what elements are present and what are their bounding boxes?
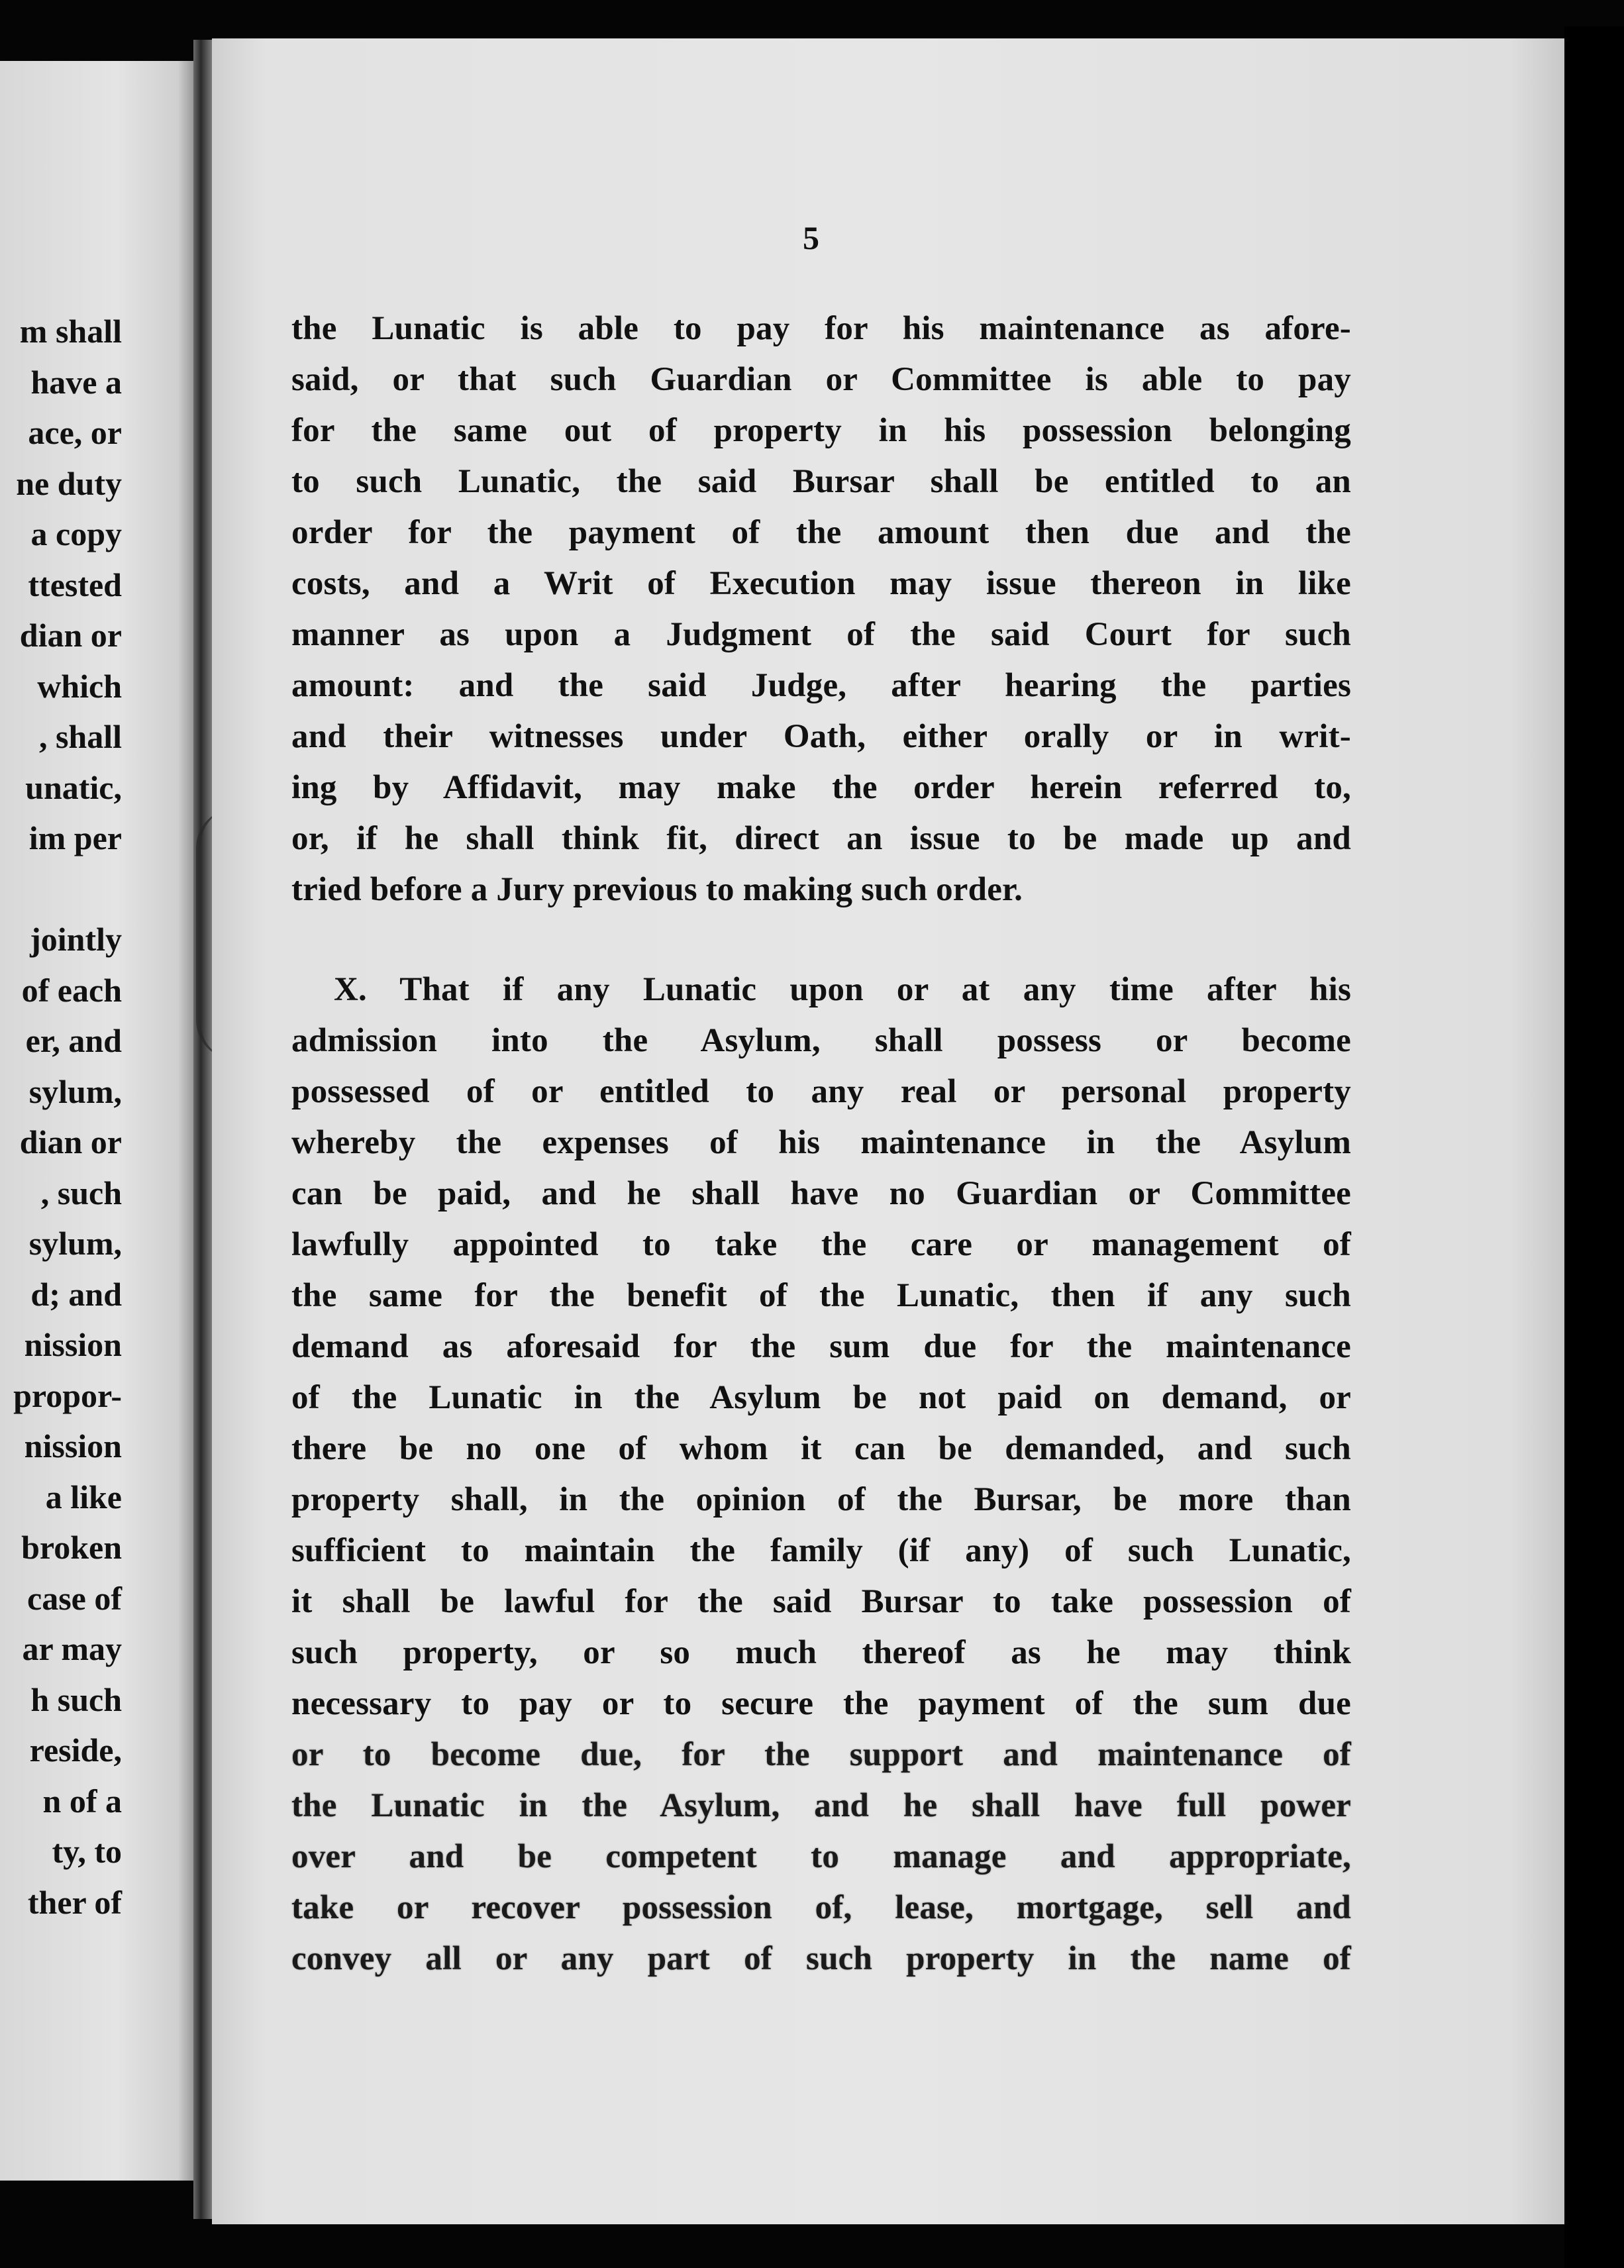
text-line: ing by Affidavit, may make the order herein referred to, bbox=[291, 769, 1351, 806]
text-line: property shall, in the opinion of the Bursar, be more than bbox=[291, 1481, 1351, 1518]
left-fragment-line bbox=[0, 864, 122, 915]
left-fragment-line: dian or bbox=[19, 1123, 122, 1160]
text-line: tried before a Jury previous to making such order. bbox=[291, 871, 1023, 908]
text-line: demand as aforesaid for the sum due for the maintenance bbox=[291, 1328, 1351, 1365]
book-gutter bbox=[193, 40, 212, 2219]
text-line: order for the payment of the amount then due and the bbox=[291, 514, 1351, 551]
text-line: such property, or so much thereof as he may think bbox=[291, 1634, 1351, 1671]
left-fragment-line: have a bbox=[30, 363, 122, 401]
left-fragment-line: sylum, bbox=[28, 1072, 122, 1110]
left-fragment-line: ne duty bbox=[16, 464, 122, 502]
left-fragment-line: n of a bbox=[42, 1782, 122, 1820]
left-fragment-line: nission bbox=[24, 1326, 122, 1363]
left-fragment-line: propor- bbox=[13, 1376, 122, 1414]
left-page bbox=[0, 61, 193, 2181]
text-line: the same for the benefit of the Lunatic, then if any such bbox=[291, 1277, 1351, 1314]
text-line: admission into the Asylum, shall possess or become bbox=[291, 1022, 1351, 1059]
text-line: for the same out of property in his possession belonging bbox=[291, 412, 1351, 449]
left-fragment-line: im per bbox=[28, 819, 122, 856]
left-fragment-line: dian or bbox=[19, 617, 122, 654]
left-fragment-line: of each bbox=[21, 971, 122, 1009]
text-line: convey all or any part of such property in the name of bbox=[291, 1940, 1351, 1977]
left-fragment-line: ace, or bbox=[28, 414, 122, 451]
left-fragment-line: broken bbox=[21, 1529, 122, 1566]
left-fragment-line: ttested bbox=[28, 566, 122, 603]
left-fragment-line: d; and bbox=[30, 1275, 122, 1313]
text-line: or to become due, for the support and maintenance of bbox=[291, 1736, 1351, 1773]
text-line: X. That if any Lunatic upon or at any time after his bbox=[334, 971, 1351, 1008]
text-line: costs, and a Writ of Execution may issue thereon in like bbox=[291, 565, 1351, 602]
left-fragment-line: er, and bbox=[25, 1022, 122, 1059]
left-fragment-line: ty, to bbox=[52, 1833, 122, 1870]
text-line: amount: and the said Judge, after hearing the parties bbox=[291, 667, 1351, 704]
left-fragment-line: , shall bbox=[38, 718, 122, 755]
text-line: take or recover possession of, lease, mortgage, sell and bbox=[291, 1889, 1351, 1926]
text-line: the Lunatic is able to pay for his maintenance as afore- bbox=[291, 310, 1351, 347]
text-line: lawfully appointed to take the care or management of bbox=[291, 1226, 1351, 1263]
page-number: 5 bbox=[803, 219, 819, 256]
left-fragment-line: ar may bbox=[22, 1630, 122, 1667]
text-line: necessary to pay or to secure the payment of the sum due bbox=[291, 1685, 1351, 1722]
left-fragment-line: which bbox=[37, 667, 122, 705]
text-line: to such Lunatic, the said Bursar shall be entitled to an bbox=[291, 463, 1351, 500]
paragraph-x bbox=[291, 964, 1351, 1984]
left-fragment-line: ther of bbox=[27, 1883, 122, 1921]
text-line: possessed of or entitled to any real or personal property bbox=[291, 1073, 1351, 1110]
left-fragment-line: jointly bbox=[30, 921, 122, 958]
left-fragment-line: case of bbox=[27, 1579, 122, 1617]
text-line: there be no one of whom it can be demanded, and such bbox=[291, 1430, 1351, 1467]
left-page-text-fragments bbox=[0, 306, 122, 1928]
left-fragment-line: , such bbox=[40, 1174, 122, 1211]
left-fragment-line: reside, bbox=[29, 1731, 122, 1769]
left-fragment-line: unatic, bbox=[25, 768, 122, 806]
text-line: whereby the expenses of his maintenance in the Asylum bbox=[291, 1124, 1351, 1161]
left-fragment-line: a like bbox=[45, 1478, 122, 1516]
text-line: and their witnesses under Oath, either orally or in writ- bbox=[291, 718, 1351, 755]
left-fragment-line: nission bbox=[24, 1427, 122, 1465]
left-fragment-line: h such bbox=[30, 1680, 122, 1718]
text-line: over and be competent to manage and appropriate, bbox=[291, 1838, 1351, 1875]
scan-border bbox=[1564, 26, 1624, 2268]
text-line: or, if he shall think fit, direct an issue to be made up and bbox=[291, 820, 1351, 857]
text-line: the Lunatic in the Asylum, and he shall have full power bbox=[291, 1787, 1351, 1824]
text-line: manner as upon a Judgment of the said Court for such bbox=[291, 616, 1351, 653]
text-line: can be paid, and he shall have no Guardian or Committee bbox=[291, 1175, 1351, 1212]
text-line: said, or that such Guardian or Committee is able to pay bbox=[291, 361, 1351, 398]
text-line: it shall be lawful for the said Bursar to take possession of bbox=[291, 1583, 1351, 1620]
text-line: of the Lunatic in the Asylum be not paid on demand, or bbox=[291, 1379, 1351, 1416]
paragraph-continued bbox=[291, 303, 1351, 915]
left-fragment-line: sylum, bbox=[28, 1225, 122, 1262]
text-line: sufficient to maintain the family (if any) of such Lunatic, bbox=[291, 1532, 1351, 1569]
left-fragment-line: m shall bbox=[19, 313, 122, 350]
left-fragment-line: a copy bbox=[30, 515, 122, 552]
